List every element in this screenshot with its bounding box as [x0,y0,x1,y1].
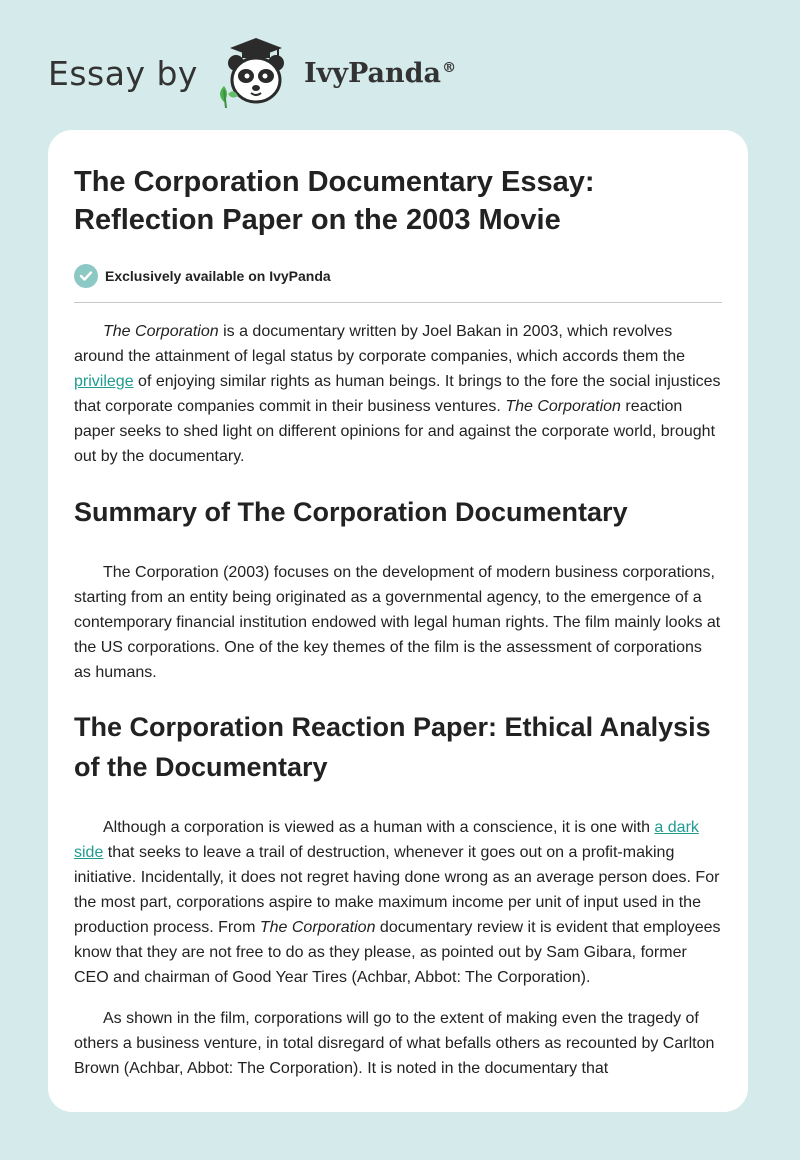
article-card [48,130,748,1112]
check-circle-icon [74,264,98,288]
intro-paragraph: The Corporation is a documentary written by Joel Bakan in 2003, which revolves around the attainment of legal status by corporate companies, which accords them the privilege of enjoying similar rights as human beings. It brings to the fore the social injustices that corporate companies commit in their business ventures. The Corporation reaction paper seeks to shed light on different opinions for and against the corporate world, brought out by the documentary. [74,323,721,465]
summary-paragraph: The Corporation (2003) focuses on the development of modern business corporations, starting from an entity being originated as a governmental agency, to the emergence of a contemporary financial institution endowed with legal human rights. The film mainly looks at the US corporations. One of the key themes of the film is the assessment of corporations as humans. [74,564,721,681]
section-heading-summary: Summary of The Corporation Documentary [74,497,628,527]
brand-name[interactable]: IvyPanda® [303,57,457,89]
analysis-paragraph-1: Although a corporation is viewed as a human with a conscience, it is one with a dark side that seeks to leave a trail of destruction, whenever it goes out on a profit-making initiative. Incidentally, it does not regret having done wrong as an average person does. For the most part, corporations aspire to make maximum income per unit of input used in the production process. From The Corporation documentary review it is evident that employees know that they are not free to do as they please, as pointed out by Sam Gibara, former CEO and chairman of Good Year Tires (Achbar, Abbot: The Corporation). [74,819,721,986]
section-heading-analysis: The Corporation Reaction Paper: Ethical Analysis of the Documentary [74,712,711,782]
brand-prefix: Essay by [48,53,198,93]
analysis-paragraph-2: As shown in the film, corporations will go to the extent of making even the tragedy of others a business venture, in total disregard of what befalls others as recounted by Carlton Brown (Achbar, Abbot: The Corporation). It is noted in the documentary that [74,1010,715,1077]
registered-mark: ® [442,59,457,76]
exclusive-badge [74,264,722,288]
divider [74,302,722,303]
site-header [48,38,456,108]
panda-graduate-icon[interactable] [212,38,300,108]
exclusive-badge-text: Exclusively available on IvyPanda [105,268,331,284]
article-title: The Corporation Documentary Essay: Reflection Paper on the 2003 Movie [74,166,595,236]
dark-side-link[interactable]: a dark side [74,819,699,861]
privilege-link[interactable]: privilege [74,373,134,390]
